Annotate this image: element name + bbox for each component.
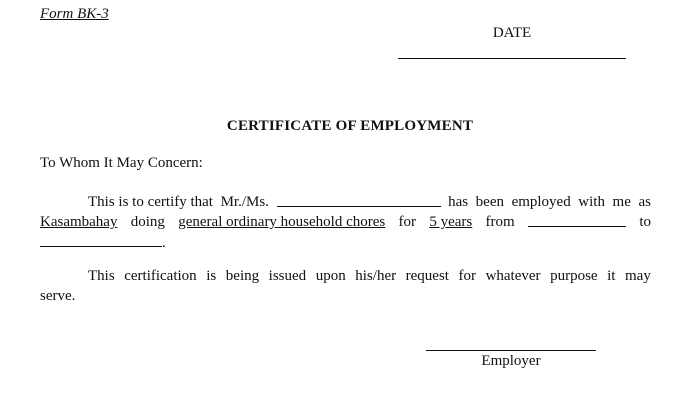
word: is xyxy=(206,268,217,284)
paragraph-line-3 xyxy=(40,232,651,253)
word: upon xyxy=(315,268,346,284)
paragraph-line-1 xyxy=(40,192,651,212)
end-punctuation: . xyxy=(162,235,166,251)
word: me xyxy=(612,194,631,210)
title-text: Mr./Ms. xyxy=(220,194,269,210)
word: his/her xyxy=(355,268,397,284)
form-code: Form BK-3 xyxy=(40,6,109,22)
word: been xyxy=(475,194,504,210)
word: whatever xyxy=(485,268,541,284)
word: This xyxy=(88,268,115,284)
date-signature-line xyxy=(398,58,626,59)
employer-signature-line[interactable] xyxy=(426,350,596,351)
word: from xyxy=(485,214,515,230)
position-value: Kasambahay xyxy=(40,214,118,230)
paragraph-line-2 xyxy=(40,212,651,232)
word: as xyxy=(638,194,651,210)
word: purpose xyxy=(550,268,598,284)
paragraph-line-1 xyxy=(40,266,651,286)
word: it xyxy=(607,268,616,284)
word: doing xyxy=(130,214,165,230)
duration-value: 5 years xyxy=(429,214,473,230)
word: for xyxy=(398,214,417,230)
purpose-paragraph xyxy=(40,266,651,306)
word: request xyxy=(405,268,449,284)
certification-paragraph xyxy=(40,192,651,253)
employer-signature-block xyxy=(426,350,596,370)
employee-name-blank[interactable] xyxy=(277,192,441,207)
word: to xyxy=(639,214,651,230)
work-description-value: general ordinary household chores xyxy=(178,214,386,230)
date-block xyxy=(398,24,626,59)
start-date-blank[interactable] xyxy=(528,212,626,227)
word: issued xyxy=(268,268,307,284)
certify-text: This is to certify that xyxy=(88,194,213,210)
word: certification xyxy=(124,268,197,284)
end-date-blank[interactable] xyxy=(40,232,162,247)
word: with xyxy=(578,194,605,210)
word: has xyxy=(448,194,469,210)
word: employed xyxy=(511,194,571,210)
salutation: To Whom It May Concern: xyxy=(40,155,203,171)
document-title: CERTIFICATE OF EMPLOYMENT xyxy=(226,118,474,134)
employer-label: Employer xyxy=(481,353,541,369)
word: for xyxy=(458,268,477,284)
word: may xyxy=(625,268,651,284)
date-label: DATE xyxy=(492,25,532,41)
paragraph-line-2: serve. xyxy=(40,288,76,304)
word: being xyxy=(225,268,260,284)
